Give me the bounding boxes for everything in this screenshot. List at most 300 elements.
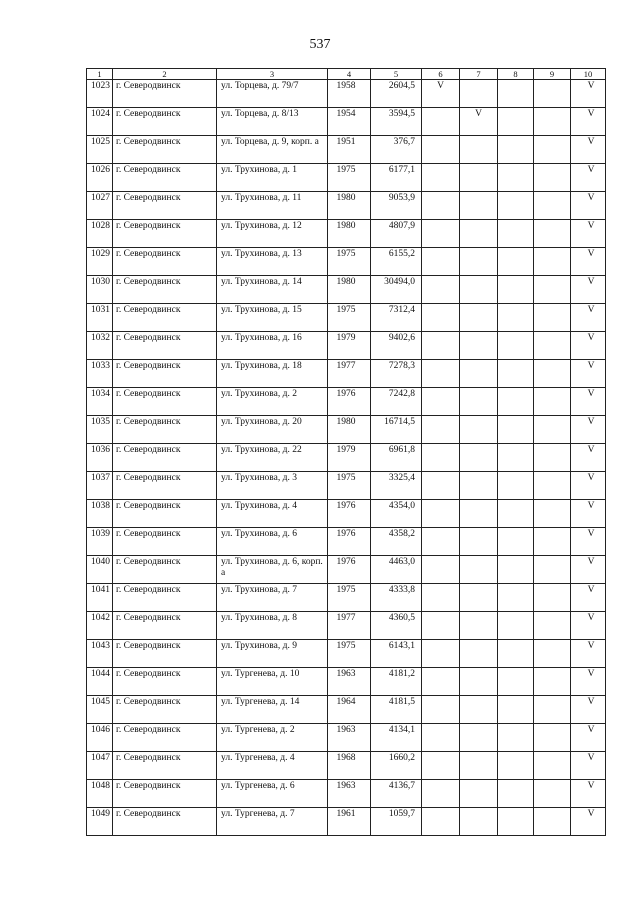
mark-cell-8 bbox=[498, 472, 534, 500]
mark-cell-6 bbox=[422, 724, 460, 752]
mark-cell-10-text: V bbox=[587, 81, 595, 91]
mark-cell-7 bbox=[460, 304, 498, 332]
mark-cell-8 bbox=[498, 80, 534, 108]
city-cell bbox=[113, 752, 217, 780]
table-row bbox=[87, 248, 606, 276]
year-cell-text: 1976 bbox=[336, 557, 356, 567]
mark-cell-9 bbox=[534, 248, 571, 276]
row-number-text: 1030 bbox=[91, 277, 110, 287]
mark-cell-7 bbox=[460, 80, 498, 108]
table-row bbox=[87, 584, 606, 612]
mark-cell-10 bbox=[571, 164, 606, 192]
area-cell-text: 7242,8 bbox=[388, 389, 415, 399]
city-cell-text: г. Северодвинск bbox=[116, 557, 181, 567]
year-cell-text: 1975 bbox=[336, 641, 356, 651]
address-cell-text: ул. Трухинова, д. 18 bbox=[221, 361, 302, 371]
city-cell bbox=[113, 192, 217, 220]
mark-cell-10 bbox=[571, 220, 606, 248]
area-cell-text: 1059,7 bbox=[388, 809, 415, 819]
mark-cell-7 bbox=[460, 164, 498, 192]
mark-cell-8 bbox=[498, 724, 534, 752]
mark-cell-8 bbox=[498, 668, 534, 696]
mark-cell-10 bbox=[571, 444, 606, 472]
row-number bbox=[87, 668, 113, 696]
city-cell bbox=[113, 388, 217, 416]
year-cell-text: 1961 bbox=[336, 809, 356, 819]
mark-cell-6 bbox=[422, 640, 460, 668]
area-cell bbox=[371, 108, 422, 136]
area-cell bbox=[371, 528, 422, 556]
year-cell bbox=[328, 136, 371, 164]
area-cell-text: 16714,5 bbox=[384, 417, 415, 427]
mark-cell-7 bbox=[460, 584, 498, 612]
table-row bbox=[87, 612, 606, 640]
row-number-text: 1029 bbox=[91, 249, 110, 259]
mark-cell-7-text bbox=[460, 472, 497, 473]
mark-cell-7 bbox=[460, 500, 498, 528]
area-cell bbox=[371, 388, 422, 416]
year-cell-text: 1976 bbox=[336, 501, 356, 511]
row-number-text: 1045 bbox=[91, 697, 110, 707]
mark-cell-8-text bbox=[498, 136, 533, 137]
area-cell bbox=[371, 164, 422, 192]
address-cell-text: ул. Трухинова, д. 7 bbox=[221, 585, 297, 595]
mark-cell-9-text bbox=[534, 724, 570, 725]
column-header: 3 bbox=[217, 69, 328, 80]
mark-cell-8 bbox=[498, 556, 534, 584]
mark-cell-10 bbox=[571, 332, 606, 360]
address-cell bbox=[217, 136, 328, 164]
mark-cell-7-text bbox=[460, 444, 497, 445]
address-cell bbox=[217, 444, 328, 472]
mark-cell-8 bbox=[498, 444, 534, 472]
table-row bbox=[87, 780, 606, 808]
city-cell-text: г. Северодвинск bbox=[116, 501, 181, 511]
year-cell-text: 1980 bbox=[336, 277, 356, 287]
mark-cell-10 bbox=[571, 780, 606, 808]
mark-cell-6 bbox=[422, 808, 460, 836]
mark-cell-9 bbox=[534, 164, 571, 192]
address-cell-text: ул. Трухинова, д. 16 bbox=[221, 333, 302, 343]
mark-cell-6-text bbox=[422, 220, 459, 221]
address-cell bbox=[217, 724, 328, 752]
mark-cell-8 bbox=[498, 248, 534, 276]
mark-cell-6 bbox=[422, 584, 460, 612]
area-cell-text: 4354,0 bbox=[388, 501, 415, 511]
area-cell bbox=[371, 276, 422, 304]
mark-cell-6 bbox=[422, 80, 460, 108]
year-cell-text: 1976 bbox=[336, 389, 356, 399]
mark-cell-9-text bbox=[534, 640, 570, 641]
row-number-text: 1026 bbox=[91, 165, 110, 175]
table-row bbox=[87, 416, 606, 444]
address-cell-text: ул. Трухинова, д. 20 bbox=[221, 417, 302, 427]
area-cell-text: 376,7 bbox=[393, 137, 415, 147]
mark-cell-6-text bbox=[422, 136, 459, 137]
mark-cell-9 bbox=[534, 612, 571, 640]
area-cell bbox=[371, 220, 422, 248]
area-cell bbox=[371, 500, 422, 528]
year-cell bbox=[328, 472, 371, 500]
address-cell-text: ул. Тургенева, д. 6 bbox=[221, 781, 295, 791]
mark-cell-8 bbox=[498, 752, 534, 780]
row-number-text: 1039 bbox=[91, 529, 110, 539]
column-header: 9 bbox=[534, 69, 571, 80]
mark-cell-10-text: V bbox=[587, 557, 595, 567]
row-number bbox=[87, 248, 113, 276]
mark-cell-6-text bbox=[422, 164, 459, 165]
row-number bbox=[87, 416, 113, 444]
mark-cell-6-text bbox=[422, 108, 459, 109]
mark-cell-9 bbox=[534, 276, 571, 304]
mark-cell-9-text bbox=[534, 500, 570, 501]
address-cell bbox=[217, 248, 328, 276]
row-number bbox=[87, 640, 113, 668]
mark-cell-7-text bbox=[460, 192, 497, 193]
year-cell-text: 1968 bbox=[336, 753, 356, 763]
mark-cell-9-text bbox=[534, 388, 570, 389]
year-cell-text: 1980 bbox=[336, 417, 356, 427]
mark-cell-9-text bbox=[534, 276, 570, 277]
address-cell bbox=[217, 360, 328, 388]
area-cell bbox=[371, 416, 422, 444]
mark-cell-6 bbox=[422, 752, 460, 780]
mark-cell-10-text: V bbox=[587, 277, 595, 287]
table-row bbox=[87, 276, 606, 304]
mark-cell-10 bbox=[571, 668, 606, 696]
mark-cell-9-text bbox=[534, 416, 570, 417]
mark-cell-6-text bbox=[422, 752, 459, 753]
mark-cell-6-text bbox=[422, 640, 459, 641]
row-number-text: 1043 bbox=[91, 641, 110, 651]
table-row bbox=[87, 108, 606, 136]
mark-cell-9 bbox=[534, 780, 571, 808]
year-cell bbox=[328, 332, 371, 360]
mark-cell-6-text bbox=[422, 584, 459, 585]
city-cell bbox=[113, 304, 217, 332]
mark-cell-9 bbox=[534, 500, 571, 528]
address-cell bbox=[217, 584, 328, 612]
area-cell-text: 6177,1 bbox=[388, 165, 415, 175]
mark-cell-7-text bbox=[460, 528, 497, 529]
area-cell-text: 9402,6 bbox=[388, 333, 415, 343]
mark-cell-9 bbox=[534, 192, 571, 220]
mark-cell-9 bbox=[534, 696, 571, 724]
year-cell bbox=[328, 276, 371, 304]
mark-cell-7 bbox=[460, 752, 498, 780]
mark-cell-9 bbox=[534, 528, 571, 556]
address-cell bbox=[217, 276, 328, 304]
column-header: 8 bbox=[498, 69, 534, 80]
mark-cell-6 bbox=[422, 192, 460, 220]
city-cell-text: г. Северодвинск bbox=[116, 641, 181, 651]
mark-cell-6-text bbox=[422, 556, 459, 557]
city-cell bbox=[113, 584, 217, 612]
table-row bbox=[87, 500, 606, 528]
area-cell bbox=[371, 612, 422, 640]
row-number bbox=[87, 780, 113, 808]
mark-cell-6-text bbox=[422, 192, 459, 193]
address-cell bbox=[217, 220, 328, 248]
city-cell bbox=[113, 444, 217, 472]
city-cell-text: г. Северодвинск bbox=[116, 669, 181, 679]
area-cell-text: 1660,2 bbox=[388, 753, 415, 763]
mark-cell-7-text bbox=[460, 556, 497, 557]
year-cell-text: 1977 bbox=[336, 361, 356, 371]
mark-cell-10-text: V bbox=[587, 221, 595, 231]
column-header: 5 bbox=[371, 69, 422, 80]
city-cell bbox=[113, 808, 217, 836]
mark-cell-7 bbox=[460, 220, 498, 248]
column-header: 7 bbox=[460, 69, 498, 80]
address-cell bbox=[217, 472, 328, 500]
mark-cell-6 bbox=[422, 360, 460, 388]
row-number-text: 1035 bbox=[91, 417, 110, 427]
city-cell bbox=[113, 108, 217, 136]
area-cell bbox=[371, 640, 422, 668]
mark-cell-6-text bbox=[422, 388, 459, 389]
city-cell-text: г. Северодвинск bbox=[116, 753, 181, 763]
mark-cell-9-text bbox=[534, 136, 570, 137]
area-cell-text: 30494,0 bbox=[384, 277, 415, 287]
mark-cell-9 bbox=[534, 668, 571, 696]
mark-cell-9-text bbox=[534, 556, 570, 557]
mark-cell-6-text bbox=[422, 248, 459, 249]
mark-cell-6 bbox=[422, 780, 460, 808]
row-number bbox=[87, 108, 113, 136]
mark-cell-8 bbox=[498, 276, 534, 304]
mark-cell-6 bbox=[422, 388, 460, 416]
row-number-text: 1044 bbox=[91, 669, 110, 679]
table-row bbox=[87, 752, 606, 780]
year-cell bbox=[328, 388, 371, 416]
mark-cell-10 bbox=[571, 724, 606, 752]
row-number-text: 1038 bbox=[91, 501, 110, 511]
mark-cell-6-text bbox=[422, 528, 459, 529]
area-cell-text: 6143,1 bbox=[388, 641, 415, 651]
mark-cell-7 bbox=[460, 360, 498, 388]
row-number bbox=[87, 696, 113, 724]
column-header-row bbox=[87, 69, 606, 80]
area-cell-text: 3594,5 bbox=[388, 109, 415, 119]
address-cell-text: ул. Тургенева, д. 10 bbox=[221, 669, 300, 679]
mark-cell-7 bbox=[460, 724, 498, 752]
year-cell bbox=[328, 500, 371, 528]
mark-cell-10-text: V bbox=[587, 809, 595, 819]
row-number bbox=[87, 444, 113, 472]
mark-cell-6 bbox=[422, 164, 460, 192]
mark-cell-8-text bbox=[498, 724, 533, 725]
mark-cell-8-text bbox=[498, 612, 533, 613]
table-row bbox=[87, 528, 606, 556]
column-header: 6 bbox=[422, 69, 460, 80]
mark-cell-8 bbox=[498, 220, 534, 248]
mark-cell-10-text: V bbox=[587, 501, 595, 511]
city-cell bbox=[113, 724, 217, 752]
area-cell bbox=[371, 472, 422, 500]
city-cell-text: г. Северодвинск bbox=[116, 389, 181, 399]
address-cell-text: ул. Трухинова, д. 22 bbox=[221, 445, 302, 455]
mark-cell-8 bbox=[498, 612, 534, 640]
mark-cell-6 bbox=[422, 220, 460, 248]
mark-cell-10-text: V bbox=[587, 753, 595, 763]
address-cell-text: ул. Трухинова, д. 2 bbox=[221, 389, 297, 399]
row-number bbox=[87, 220, 113, 248]
city-cell-text: г. Северодвинск bbox=[116, 725, 181, 735]
address-cell bbox=[217, 752, 328, 780]
area-cell-text: 4360,5 bbox=[388, 613, 415, 623]
row-number bbox=[87, 724, 113, 752]
mark-cell-10 bbox=[571, 752, 606, 780]
mark-cell-7-text bbox=[460, 808, 497, 809]
row-number bbox=[87, 164, 113, 192]
address-cell-text: ул. Тургенева, д. 14 bbox=[221, 697, 300, 707]
mark-cell-9-text bbox=[534, 360, 570, 361]
area-cell bbox=[371, 668, 422, 696]
mark-cell-9 bbox=[534, 584, 571, 612]
city-cell bbox=[113, 668, 217, 696]
mark-cell-8-text bbox=[498, 304, 533, 305]
area-cell-text: 4136,7 bbox=[388, 781, 415, 791]
row-number-text: 1036 bbox=[91, 445, 110, 455]
mark-cell-7-text bbox=[460, 388, 497, 389]
mark-cell-9 bbox=[534, 388, 571, 416]
page-number: 537 bbox=[309, 37, 331, 52]
table-row bbox=[87, 696, 606, 724]
mark-cell-10 bbox=[571, 80, 606, 108]
mark-cell-10-text: V bbox=[587, 725, 595, 735]
mark-cell-7-text bbox=[460, 500, 497, 501]
mark-cell-9-text bbox=[534, 472, 570, 473]
city-cell bbox=[113, 276, 217, 304]
year-cell bbox=[328, 108, 371, 136]
mark-cell-10 bbox=[571, 136, 606, 164]
mark-cell-9 bbox=[534, 304, 571, 332]
mark-cell-6 bbox=[422, 304, 460, 332]
year-cell-text: 1977 bbox=[336, 613, 356, 623]
mark-cell-7-text bbox=[460, 136, 497, 137]
year-cell-text: 1976 bbox=[336, 529, 356, 539]
city-cell-text: г. Северодвинск bbox=[116, 361, 181, 371]
city-cell bbox=[113, 528, 217, 556]
mark-cell-7 bbox=[460, 612, 498, 640]
mark-cell-7-text bbox=[460, 248, 497, 249]
mark-cell-7 bbox=[460, 192, 498, 220]
table-row bbox=[87, 668, 606, 696]
year-cell bbox=[328, 752, 371, 780]
mark-cell-8 bbox=[498, 416, 534, 444]
mark-cell-10-text: V bbox=[587, 641, 595, 651]
address-cell bbox=[217, 416, 328, 444]
city-cell-text: г. Северодвинск bbox=[116, 613, 181, 623]
mark-cell-9-text bbox=[534, 752, 570, 753]
row-number-text: 1025 bbox=[91, 137, 110, 147]
mark-cell-8 bbox=[498, 696, 534, 724]
row-number bbox=[87, 500, 113, 528]
row-number-text: 1023 bbox=[91, 81, 110, 91]
area-cell bbox=[371, 724, 422, 752]
mark-cell-10-text: V bbox=[587, 137, 595, 147]
address-cell bbox=[217, 556, 328, 584]
address-cell-text: ул. Трухинова, д. 14 bbox=[221, 277, 302, 287]
column-header: 4 bbox=[328, 69, 371, 80]
mark-cell-6 bbox=[422, 416, 460, 444]
area-cell bbox=[371, 332, 422, 360]
mark-cell-10 bbox=[571, 108, 606, 136]
mark-cell-10 bbox=[571, 696, 606, 724]
mark-cell-10 bbox=[571, 192, 606, 220]
address-cell-text: ул. Трухинова, д. 11 bbox=[221, 193, 302, 203]
row-number-text: 1028 bbox=[91, 221, 110, 231]
mark-cell-8 bbox=[498, 388, 534, 416]
area-cell-text: 7278,3 bbox=[388, 361, 415, 371]
mark-cell-10-text: V bbox=[587, 333, 595, 343]
row-number-text: 1040 bbox=[91, 557, 110, 567]
mark-cell-9 bbox=[534, 640, 571, 668]
mark-cell-6-text bbox=[422, 668, 459, 669]
mark-cell-6-text: V bbox=[437, 81, 444, 91]
mark-cell-7-text bbox=[460, 584, 497, 585]
mark-cell-7-text: V bbox=[475, 109, 482, 119]
mark-cell-10-text: V bbox=[587, 697, 595, 707]
mark-cell-9-text bbox=[534, 808, 570, 809]
mark-cell-8 bbox=[498, 136, 534, 164]
row-number-text: 1031 bbox=[91, 305, 110, 315]
city-cell-text: г. Северодвинск bbox=[116, 417, 181, 427]
year-cell bbox=[328, 220, 371, 248]
mark-cell-9 bbox=[534, 752, 571, 780]
area-cell bbox=[371, 780, 422, 808]
registry-table bbox=[86, 68, 606, 836]
address-cell-text: ул. Трухинова, д. 13 bbox=[221, 249, 302, 259]
year-cell bbox=[328, 668, 371, 696]
year-cell bbox=[328, 780, 371, 808]
mark-cell-8-text bbox=[498, 164, 533, 165]
city-cell-text: г. Северодвинск bbox=[116, 697, 181, 707]
mark-cell-8 bbox=[498, 332, 534, 360]
mark-cell-10 bbox=[571, 304, 606, 332]
mark-cell-10 bbox=[571, 276, 606, 304]
area-cell-text: 4181,5 bbox=[388, 697, 415, 707]
mark-cell-9 bbox=[534, 136, 571, 164]
mark-cell-7 bbox=[460, 416, 498, 444]
mark-cell-6-text bbox=[422, 416, 459, 417]
city-cell bbox=[113, 360, 217, 388]
mark-cell-9 bbox=[534, 808, 571, 836]
row-number-text: 1034 bbox=[91, 389, 110, 399]
mark-cell-8 bbox=[498, 780, 534, 808]
year-cell-text: 1963 bbox=[336, 781, 356, 791]
mark-cell-8-text bbox=[498, 696, 533, 697]
mark-cell-8-text bbox=[498, 192, 533, 193]
year-cell bbox=[328, 192, 371, 220]
address-cell-text: ул. Тургенева, д. 2 bbox=[221, 725, 295, 735]
address-cell-text: ул. Трухинова, д. 9 bbox=[221, 641, 297, 651]
address-cell bbox=[217, 528, 328, 556]
mark-cell-9-text bbox=[534, 444, 570, 445]
city-cell-text: г. Северодвинск bbox=[116, 529, 181, 539]
mark-cell-10-text: V bbox=[587, 193, 595, 203]
mark-cell-6 bbox=[422, 696, 460, 724]
mark-cell-7 bbox=[460, 388, 498, 416]
area-cell-text: 9053,9 bbox=[388, 193, 415, 203]
city-cell bbox=[113, 248, 217, 276]
mark-cell-7-text bbox=[460, 360, 497, 361]
mark-cell-6 bbox=[422, 444, 460, 472]
table-row bbox=[87, 304, 606, 332]
address-cell-text: ул. Трухинова, д. 3 bbox=[221, 473, 297, 483]
mark-cell-6-text bbox=[422, 696, 459, 697]
